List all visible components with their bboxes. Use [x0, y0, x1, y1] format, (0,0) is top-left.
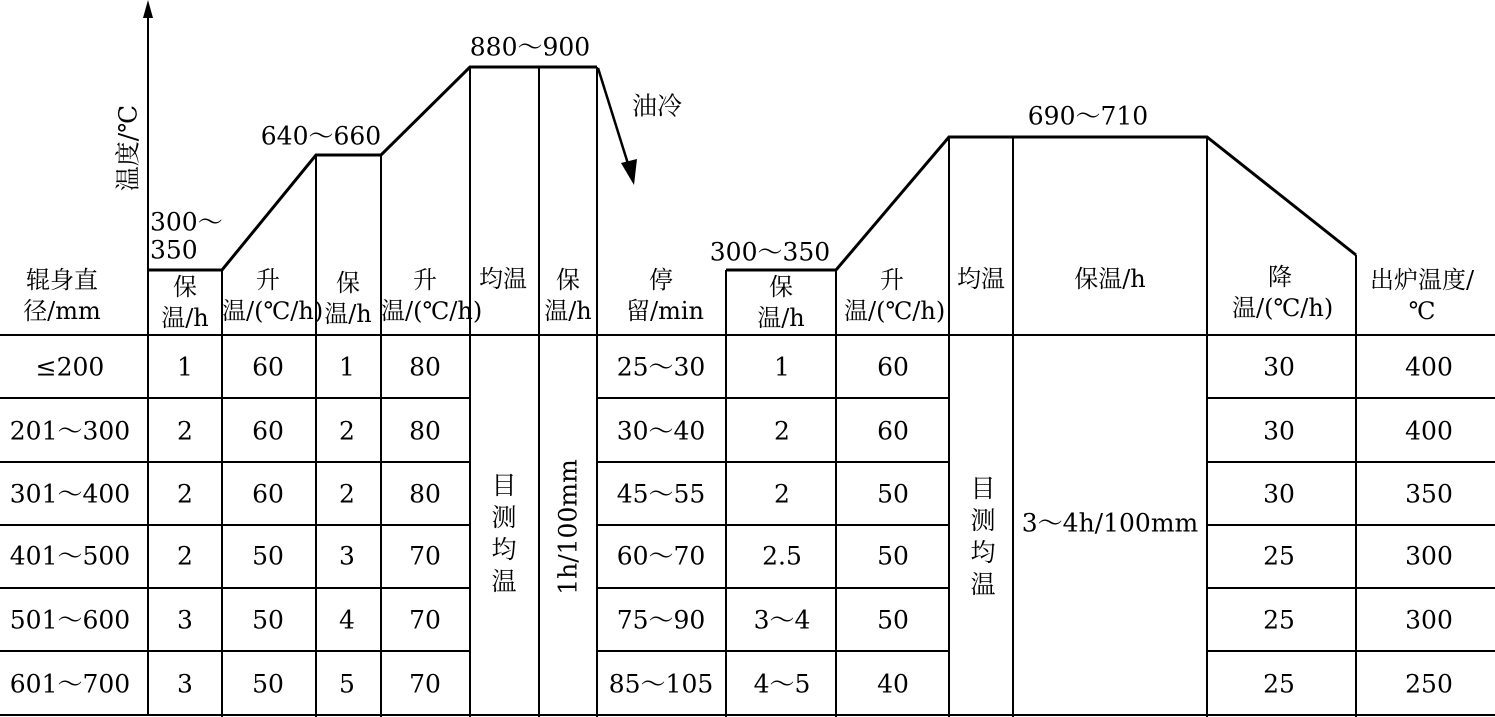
header-hold5: 保温/h [1074, 265, 1146, 293]
cell-heat3: 50 [877, 541, 909, 571]
cell-dwell: 25～30 [616, 352, 706, 382]
cell-hold1: 3 [177, 605, 193, 635]
header-hold1: 保温/h [161, 272, 209, 332]
austenitize-temp-label: 880～900 [469, 32, 591, 62]
header-equalize1: 均温 [479, 265, 527, 293]
oil-quench-arrowhead-icon [621, 159, 637, 185]
cell-heat3: 60 [877, 352, 909, 382]
cell-hold2: 3 [339, 541, 355, 571]
cell-hold4: 3～4 [753, 605, 811, 635]
cell-exit: 250 [1405, 669, 1453, 699]
cell-heat3: 40 [877, 669, 909, 699]
cell-cool: 30 [1263, 416, 1295, 446]
cell-heat1: 50 [252, 605, 284, 635]
cell-heat3: 50 [877, 605, 909, 635]
y-axis-label: 温度/℃ [113, 104, 143, 192]
cell-cool: 30 [1263, 352, 1295, 382]
cell-heat2: 80 [409, 479, 441, 509]
cell-hold2: 2 [339, 416, 355, 446]
cell-cool: 25 [1263, 669, 1295, 699]
cell-heat2: 80 [409, 352, 441, 382]
cell-diameter: 301～400 [9, 479, 131, 509]
cell-heat1: 50 [252, 541, 284, 571]
cell-exit: 400 [1405, 352, 1453, 382]
cell-cool: 30 [1263, 479, 1295, 509]
header-hold3: 保温/h [544, 265, 592, 325]
header-cool: 降温/(℃/h) [1232, 262, 1334, 322]
merged-equalize1: 目测均温 [491, 471, 517, 596]
cell-heat1: 60 [252, 416, 284, 446]
cell-exit: 400 [1405, 416, 1453, 446]
cell-hold1: 2 [177, 541, 193, 571]
cell-hold4: 2 [774, 479, 790, 509]
header-dwell: 停留/min [626, 265, 704, 325]
header-diameter: 辊身直径/mm [23, 265, 101, 325]
header-hold2: 保温/h [324, 268, 372, 328]
cell-exit: 300 [1405, 541, 1453, 571]
cell-heat3: 60 [877, 416, 909, 446]
cell-dwell: 45～55 [616, 479, 706, 509]
header-heat2: 升温/(℃/h) [381, 265, 483, 325]
cell-hold2: 2 [339, 479, 355, 509]
merged-equalize2: 目测均温 [970, 474, 996, 599]
temper-start-temp-label: 300～350 [709, 237, 831, 267]
cell-heat1: 60 [252, 352, 284, 382]
cell-hold4: 1 [774, 352, 790, 382]
cell-heat2: 70 [409, 605, 441, 635]
cell-hold1: 1 [177, 352, 193, 382]
cell-diameter: 401～500 [9, 541, 131, 571]
header-equalize2: 均温 [957, 265, 1005, 293]
header-exit-temp: 出炉温度/℃ [1369, 265, 1475, 325]
cell-exit: 350 [1405, 479, 1453, 509]
cell-hold1: 3 [177, 669, 193, 699]
oil-quench-arrow [598, 68, 629, 167]
row-dividers [0, 335, 1495, 715]
cell-diameter: 601～700 [9, 669, 131, 699]
cell-cool: 25 [1263, 605, 1295, 635]
header-hold4: 保温/h [757, 272, 805, 332]
cell-hold2: 5 [339, 669, 355, 699]
cell-dwell: 85～105 [608, 669, 714, 699]
cell-heat1: 50 [252, 669, 284, 699]
cell-hold2: 1 [339, 352, 355, 382]
cell-hold1: 2 [177, 479, 193, 509]
cell-dwell: 75～90 [616, 605, 706, 635]
temper-temp-label: 690～710 [1027, 101, 1149, 131]
cell-dwell: 30～40 [616, 416, 706, 446]
cell-heat2: 70 [409, 541, 441, 571]
pre-hold-temp-label: 300～350 [150, 207, 223, 264]
cell-hold2: 4 [339, 605, 355, 635]
cell-hold4: 2.5 [762, 541, 802, 571]
cell-diameter: 201～300 [9, 416, 131, 446]
cell-diameter: 501～600 [9, 605, 131, 635]
oil-quench-label: 油冷 [631, 91, 683, 121]
cell-cool: 25 [1263, 541, 1295, 571]
merged-hold3: 1h/100mm [553, 459, 583, 595]
cell-hold4: 4～5 [753, 669, 811, 699]
cell-heat2: 70 [409, 669, 441, 699]
cell-exit: 300 [1405, 605, 1453, 635]
y-axis-arrow-icon [143, 0, 153, 18]
cell-dwell: 60～70 [616, 541, 706, 571]
first-hold-temp-label: 640～660 [260, 121, 382, 151]
merged-hold5: 3～4h/100mm [1021, 508, 1199, 538]
cell-hold1: 2 [177, 416, 193, 446]
cell-diameter: ≤200 [35, 352, 105, 382]
header-heat1: 升温/(℃/h) [222, 265, 324, 325]
cell-heat1: 60 [252, 479, 284, 509]
cell-heat3: 50 [877, 479, 909, 509]
cell-hold4: 2 [774, 416, 790, 446]
header-heat3: 升温/(℃/h) [844, 265, 946, 325]
cell-heat2: 80 [409, 416, 441, 446]
